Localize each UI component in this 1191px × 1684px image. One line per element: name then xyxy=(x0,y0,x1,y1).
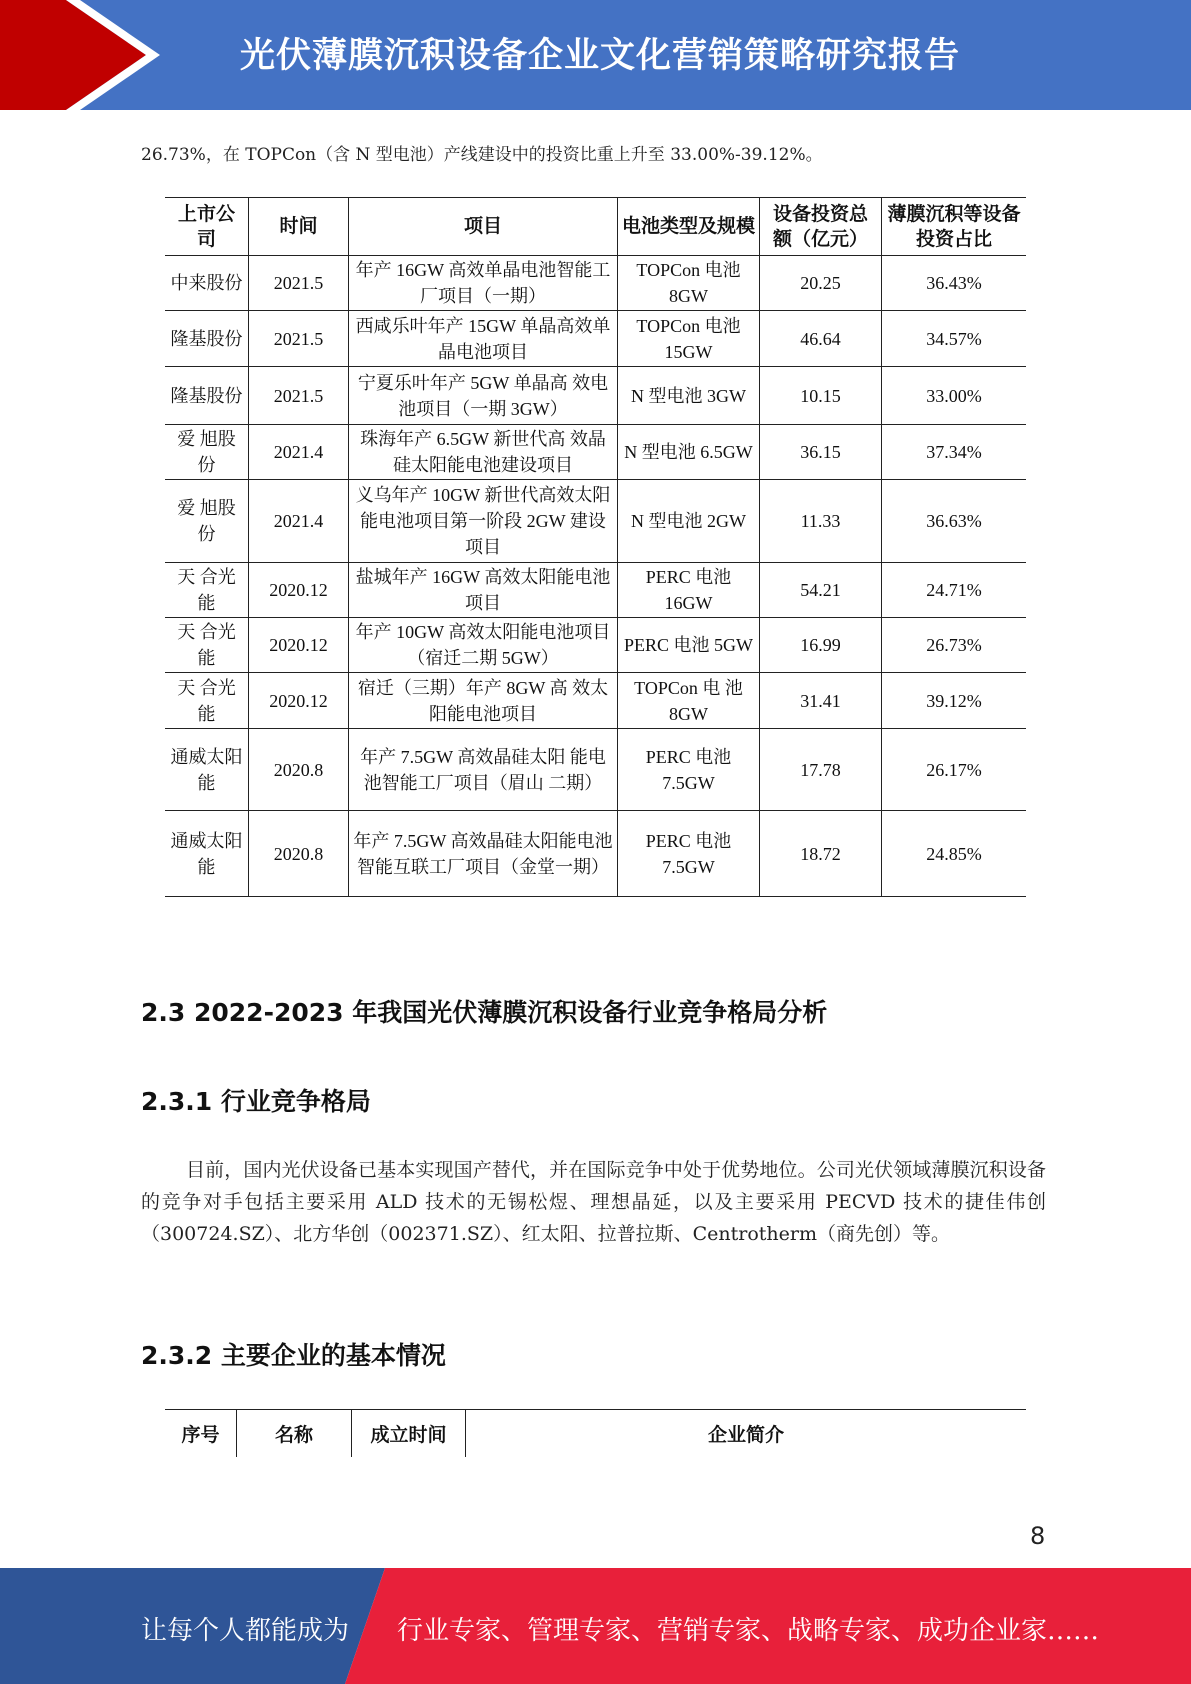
table-cell: 37.34% xyxy=(882,425,1027,480)
table-cell: TOPCon 电 池 8GW xyxy=(618,673,760,729)
table-row xyxy=(165,563,1026,618)
table-cell: 宿迁（三期）年产 8GW 高 效太阳能电池项目 xyxy=(349,673,618,729)
table-cell: 36.43% xyxy=(882,256,1027,311)
table-cell: N 型电池 3GW xyxy=(618,367,760,425)
table-cell: 隆基股份 xyxy=(165,367,249,425)
table-cell: 2020.8 xyxy=(249,811,349,897)
table-header-row xyxy=(165,198,1026,256)
table-cell: 2020.8 xyxy=(249,729,349,811)
table-cell: 2021.5 xyxy=(249,367,349,425)
table-cell: 2021.4 xyxy=(249,480,349,563)
table-cell: N 型电池 6.5GW xyxy=(618,425,760,480)
table-cell: 天 合光能 xyxy=(165,673,249,729)
table-cell: 39.12% xyxy=(882,673,1027,729)
table-cell: 24.71% xyxy=(882,563,1027,618)
table-cell: 34.57% xyxy=(882,311,1027,367)
table-cell: 西咸乐叶年产 15GW 单晶高效单晶电池项目 xyxy=(349,311,618,367)
table-cell: 2020.12 xyxy=(249,563,349,618)
table-cell: 2021.5 xyxy=(249,256,349,311)
table-cell: 33.00% xyxy=(882,367,1027,425)
table-cell: 31.41 xyxy=(760,673,882,729)
table-cell: 17.78 xyxy=(760,729,882,811)
column-header: 序号 xyxy=(165,1410,237,1458)
table-cell: 年产 10GW 高效太阳能电池项目（宿迁二期 5GW） xyxy=(349,618,618,673)
table-cell: 爱 旭股份 xyxy=(165,480,249,563)
table-cell: 爱 旭股份 xyxy=(165,425,249,480)
table-row xyxy=(165,811,1026,897)
table-cell: 26.17% xyxy=(882,729,1027,811)
table-row xyxy=(165,673,1026,729)
page-footer xyxy=(0,1568,1191,1684)
table-row xyxy=(165,729,1026,811)
column-header: 电池类型及规模 xyxy=(618,198,760,256)
column-header: 成立时间 xyxy=(352,1410,466,1458)
table-row xyxy=(165,311,1026,367)
investment-table xyxy=(165,197,1026,897)
table-cell: 10.15 xyxy=(760,367,882,425)
table-cell: TOPCon 电池 8GW xyxy=(618,256,760,311)
column-header: 薄膜沉积等设备投资占比 xyxy=(882,198,1027,256)
table-cell: 天 合光能 xyxy=(165,618,249,673)
table-cell: 24.85% xyxy=(882,811,1027,897)
table-cell: 2020.12 xyxy=(249,673,349,729)
table-cell: 珠海年产 6.5GW 新世代高 效晶硅太阳能电池建设项目 xyxy=(349,425,618,480)
table-cell: PERC 电池 7.5GW xyxy=(618,729,760,811)
footer-slogan-right: 行业专家、管理专家、营销专家、战略专家、成功企业家…… xyxy=(397,1616,1100,1646)
table-cell: 年产 16GW 高效单晶电池智能工厂项目（一期） xyxy=(349,256,618,311)
column-header: 上市公司 xyxy=(165,198,249,256)
table-cell: 36.15 xyxy=(760,425,882,480)
table-cell: 宁夏乐叶年产 5GW 单晶高 效电池项目（一期 3GW） xyxy=(349,367,618,425)
table-cell: 义乌年产 10GW 新世代高效太阳能电池项目第一阶段 2GW 建设项目 xyxy=(349,480,618,563)
table-cell: 年产 7.5GW 高效晶硅太阳 能电池智能工厂项目（眉山 二期） xyxy=(349,729,618,811)
table-cell: 盐城年产 16GW 高效太阳能电池项目 xyxy=(349,563,618,618)
table-cell: 隆基股份 xyxy=(165,311,249,367)
table-cell: PERC 电池 16GW xyxy=(618,563,760,618)
table-cell: PERC 电池 5GW xyxy=(618,618,760,673)
table-row xyxy=(165,425,1026,480)
table-cell: 26.73% xyxy=(882,618,1027,673)
column-header: 名称 xyxy=(237,1410,352,1458)
table-cell: N 型电池 2GW xyxy=(618,480,760,563)
table-header-row xyxy=(165,1410,1026,1458)
table-row xyxy=(165,480,1026,563)
intro-text: 26.73%，在 TOPCon（含 N 型电池）产线建设中的投资比重上升至 33.00%-39.12%。 xyxy=(141,145,823,165)
page-header xyxy=(0,0,1191,110)
table-cell: 16.99 xyxy=(760,618,882,673)
table-cell: 54.21 xyxy=(760,563,882,618)
body-paragraph: 目前，国内光伏设备已基本实现国产替代，并在国际竞争中处于优势地位。公司光伏领域薄膜沉积设备的竞争对手包括主要采用 ALD 技术的无锡松煜、理想晶延，以及主要采用 PECVD 技术的捷佳伟创（300724.SZ）、北方华创（002371.SZ）、红太阳、拉普拉斯、Centrotherm（商先创）等。 xyxy=(141,1159,1046,1245)
table-row xyxy=(165,256,1026,311)
table-cell: 2020.12 xyxy=(249,618,349,673)
table-cell: 通威太阳能 xyxy=(165,729,249,811)
table-cell: 36.63% xyxy=(882,480,1027,563)
table-cell: 46.64 xyxy=(760,311,882,367)
table-row xyxy=(165,618,1026,673)
table-cell: PERC 电池 7.5GW xyxy=(618,811,760,897)
table-row xyxy=(165,367,1026,425)
page-number: 8 xyxy=(1030,1522,1046,1550)
column-header: 项目 xyxy=(349,198,618,256)
section-heading-2-3-2: 2.3.2 主要企业的基本情况 xyxy=(141,1341,446,1370)
table-cell: 11.33 xyxy=(760,480,882,563)
company-table xyxy=(165,1409,1026,1457)
table-cell: 18.72 xyxy=(760,811,882,897)
table-cell: 天 合光能 xyxy=(165,563,249,618)
report-title: 光伏薄膜沉积设备企业文化营销策略研究报告 xyxy=(240,36,961,76)
footer-slogan-left: 让每个人都能成为 xyxy=(141,1616,350,1646)
section-heading-2-3-1: 2.3.1 行业竞争格局 xyxy=(141,1087,371,1116)
section-heading-2-3: 2.3 2022-2023 年我国光伏薄膜沉积设备行业竞争格局分析 xyxy=(141,998,828,1027)
column-header: 设备投资总额（亿元） xyxy=(760,198,882,256)
table-cell: 中来股份 xyxy=(165,256,249,311)
table-cell: 20.25 xyxy=(760,256,882,311)
table-cell: 年产 7.5GW 高效晶硅太阳能电池智能互联工厂项目（金堂一期） xyxy=(349,811,618,897)
table-cell: 2021.5 xyxy=(249,311,349,367)
column-header: 时间 xyxy=(249,198,349,256)
table-cell: 通威太阳能 xyxy=(165,811,249,897)
column-header: 企业简介 xyxy=(466,1410,1027,1458)
table-cell: TOPCon 电池 15GW xyxy=(618,311,760,367)
table-cell: 2021.4 xyxy=(249,425,349,480)
